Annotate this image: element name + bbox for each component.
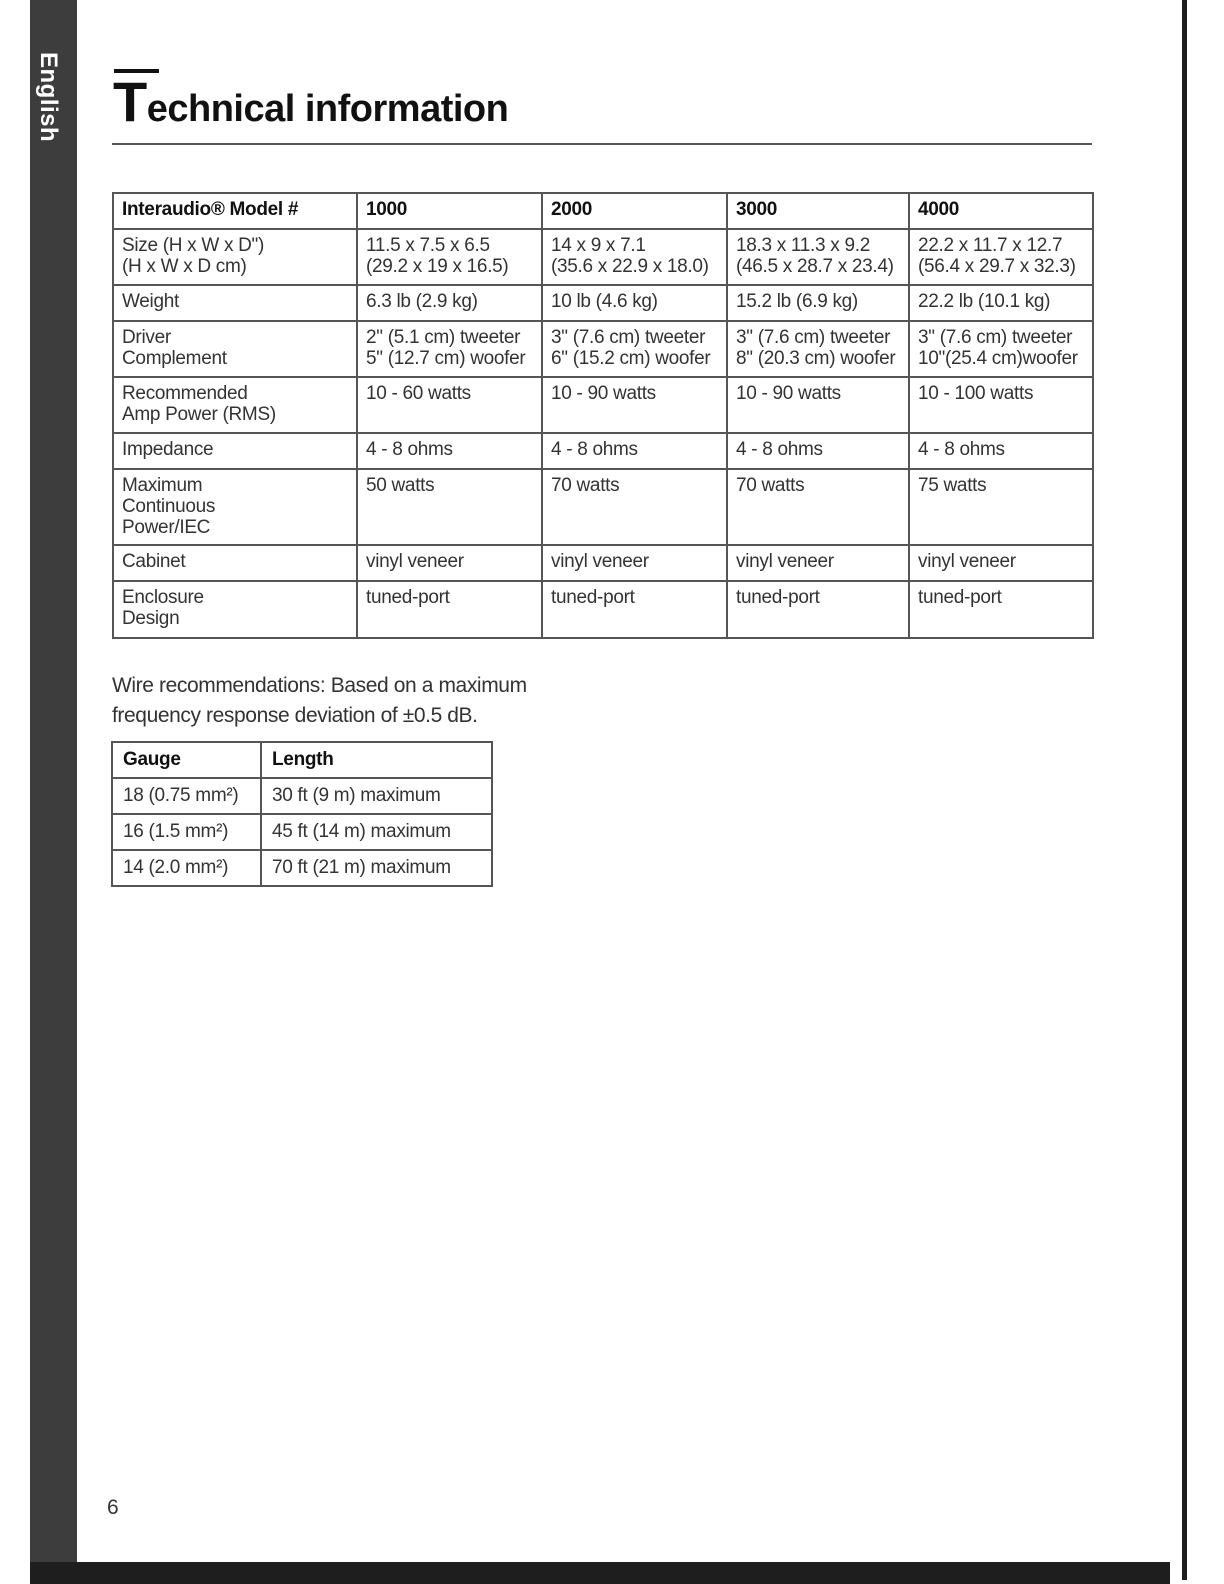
spec-value [727,229,909,285]
spec-value [542,433,727,469]
spec-value [909,321,1093,377]
spec-value [357,581,542,638]
spec-value [727,285,909,321]
specifications-table [112,192,1094,639]
spec-value-line: 22.2 x 11.7 x 12.7 [918,235,1063,256]
spec-value-line: (56.4 x 29.7 x 32.3) [918,256,1076,277]
spec-value [727,433,909,469]
scan-bottom-edge [30,1562,1170,1584]
spec-value [357,321,542,377]
spec-value-line: 4 - 8 ohms [736,439,823,460]
spec-value-line: 10 lb (4.6 kg) [551,291,658,312]
spec-value [542,469,727,545]
spec-value-line: vinyl veneer [918,551,1016,572]
spec-value [357,433,542,469]
spec-label-line: Design [122,608,180,629]
spec-value [727,469,909,545]
spec-value [909,469,1093,545]
spec-value-line: 10 - 100 watts [918,383,1034,404]
spec-value-line: 70 watts [551,475,620,496]
spec-label [113,433,357,469]
table-row [113,433,1093,469]
spec-value-line: (46.5 x 28.7 x 23.4) [736,256,894,277]
spec-value-line: vinyl veneer [551,551,649,572]
wire-recommendation-text [112,671,632,731]
spec-value-line: 4 - 8 ohms [551,439,638,460]
spec-value-line: 10 - 90 watts [736,383,841,404]
spec-value-line: 75 watts [918,475,987,496]
spec-label-line: Enclosure [122,587,204,608]
spec-value-line: 3" (7.6 cm) tweeter [551,327,706,348]
table-row [113,581,1093,638]
spec-value-line: tuned-port [551,587,635,608]
spec-value [727,321,909,377]
spec-value-line: 4 - 8 ohms [366,439,453,460]
spec-value [542,321,727,377]
spec-value-line: 8" (20.3 cm) woofer [736,348,896,369]
spec-value [909,377,1093,433]
spec-value [357,229,542,285]
model-number-header: 4000 [909,193,1093,229]
spec-label-line: (H x W x D cm) [122,256,247,277]
spec-value-line: 10 - 60 watts [366,383,471,404]
model-number-header: 3000 [727,193,909,229]
table-row [113,545,1093,581]
spec-value-line: 50 watts [366,475,435,496]
spec-value-line: 10 - 90 watts [551,383,656,404]
wire-gauge-table [111,741,493,887]
table-header-row [113,193,1093,229]
spec-value-line: vinyl veneer [366,551,464,572]
spec-value-line: (35.6 x 22.9 x 18.0) [551,256,709,277]
spec-value-line: 15.2 lb (6.9 kg) [736,291,858,312]
table-row [112,814,492,850]
table-row [113,229,1093,285]
table-row [112,850,492,886]
wire-header-row [112,742,492,778]
spec-value-line: 11.5 x 7.5 x 6.5 [366,235,490,256]
spec-value [727,377,909,433]
scan-right-edge [1182,0,1187,1580]
spec-value [909,285,1093,321]
title-initial: T [113,70,147,133]
spec-value-line: tuned-port [366,587,450,608]
spec-value-line: (29.2 x 19 x 16.5) [366,256,509,277]
length-value: 30 ft (9 m) maximum [261,778,492,814]
side-tab [30,0,77,1566]
spec-value-line: tuned-port [918,587,1002,608]
table-row [113,377,1093,433]
spec-value-line: 22.2 lb (10.1 kg) [918,291,1051,312]
spec-value-line: 3" (7.6 cm) tweeter [736,327,891,348]
spec-value-line: 14 x 9 x 7.1 [551,235,646,256]
length-value: 45 ft (14 m) maximum [261,814,492,850]
wire-intro-line: frequency response deviation of ±0.5 dB. [112,704,478,727]
spec-label-line: Weight [122,291,179,312]
spec-label-line: Driver [122,327,171,348]
spec-label-line: Recommended [122,383,248,404]
gauge-value: 16 (1.5 mm²) [112,814,261,850]
page-number: 6 [107,1496,119,1519]
title-rest: echnical information [146,88,509,130]
length-header: Length [261,742,492,778]
spec-label [113,321,357,377]
spec-label [113,377,357,433]
spec-label-line: Complement [122,348,227,369]
spec-label-line: Amp Power (RMS) [122,404,276,425]
spec-value [542,581,727,638]
spec-value [357,285,542,321]
spec-value [909,545,1093,581]
spec-value [542,545,727,581]
table-row [112,778,492,814]
spec-value [542,229,727,285]
spec-value-line: 10"(25.4 cm)woofer [918,348,1078,369]
spec-value [542,377,727,433]
table-row [113,469,1093,545]
spec-value-line: 3" (7.6 cm) tweeter [918,327,1073,348]
spec-label [113,469,357,545]
spec-value-line: 70 watts [736,475,805,496]
table-row [113,321,1093,377]
spec-label-line: Cabinet [122,551,186,572]
spec-value [727,581,909,638]
page-title [113,70,509,133]
title-divider [112,143,1092,145]
spec-value-line: 4 - 8 ohms [918,439,1005,460]
scan-margin [0,0,30,1584]
spec-value [357,469,542,545]
spec-label [113,285,357,321]
length-value: 70 ft (21 m) maximum [261,850,492,886]
spec-value [909,229,1093,285]
model-column-header: Interaudio® Model # [113,193,357,229]
spec-label [113,581,357,638]
spec-label-line: Maximum [122,475,203,496]
spec-value-line: vinyl veneer [736,551,834,572]
spec-value-line: 2" (5.1 cm) tweeter [366,327,521,348]
spec-value [542,285,727,321]
spec-label-line: Continuous [122,496,216,517]
spec-value-line: 5" (12.7 cm) woofer [366,348,526,369]
spec-value [909,433,1093,469]
spec-label-line: Impedance [122,439,214,460]
spec-label [113,545,357,581]
gauge-header: Gauge [112,742,261,778]
spec-value [357,545,542,581]
gauge-value: 18 (0.75 mm²) [112,778,261,814]
spec-label-line: Size (H x W x D") [122,235,265,256]
spec-value-line: 18.3 x 11.3 x 9.2 [736,235,870,256]
spec-value [357,377,542,433]
spec-value [727,545,909,581]
spec-value-line: 6.3 lb (2.9 kg) [366,291,478,312]
gauge-value: 14 (2.0 mm²) [112,850,261,886]
spec-label-line: Power/IEC [122,517,211,538]
spec-value-line: tuned-port [736,587,820,608]
table-row [113,285,1093,321]
model-number-header: 2000 [542,193,727,229]
spec-value [909,581,1093,638]
wire-intro-line: Wire recommendations: Based on a maximum [112,674,527,697]
spec-label [113,229,357,285]
spec-value-line: 6" (15.2 cm) woofer [551,348,711,369]
side-tab-label: English [35,52,62,143]
model-number-header: 1000 [357,193,542,229]
